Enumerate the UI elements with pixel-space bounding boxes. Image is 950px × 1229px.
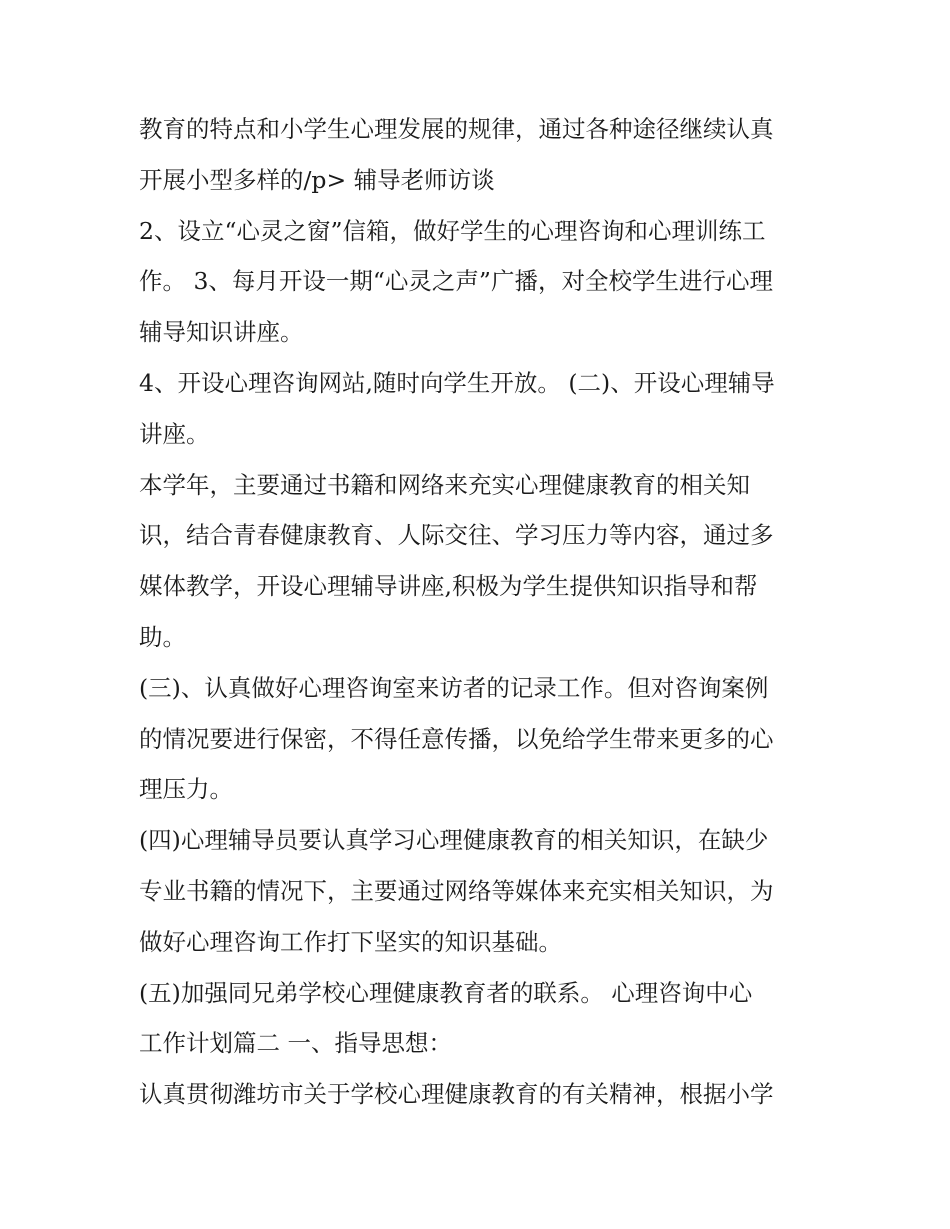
text-line: 讲座。 — [139, 419, 210, 448]
text-line: 做好心理咨询工作打下坚实的知识基础。 — [139, 927, 562, 956]
text-line: 教育的特点和小学生心理发展的规律，通过各种途径继续认真 — [139, 115, 774, 143]
text-line: 本学年，主要通过书籍和网络来充实心理健康教育的相关知 — [139, 470, 750, 499]
text-line: 理压力。 — [139, 775, 233, 804]
document-body — [139, 104, 819, 1120]
text-line: 的情况要进行保密，不得任意传播，以免给学生带来更多的心 — [139, 724, 774, 753]
text-line: (四)心理辅导员要认真学习心理健康教育的相关知识，在缺少 — [139, 826, 769, 855]
text-line: 工作计划篇二 一、指导思想： — [139, 1029, 452, 1058]
text-line: 辅导知识讲座。 — [139, 318, 304, 347]
text-line: 媒体教学，开设心理辅导讲座,积极为学生提供知识指导和帮 — [139, 572, 758, 601]
text-line: 作。 3、每月开设一期“心灵之声”广播，对全校学生进行心理 — [139, 267, 773, 296]
text-line: 2、设立“心灵之窗”信箱，做好学生的心理咨询和心理训练工 — [139, 216, 766, 245]
text-line: (三)、认真做好心理咨询室来访者的记录工作。但对咨询案例 — [139, 673, 769, 702]
text-line: 专业书籍的情况下，主要通过网络等媒体来充实相关知识，为 — [139, 876, 774, 905]
text-line: 开展小型多样的/p> 辅导老师访谈 — [139, 165, 495, 194]
text-line: 识，结合青春健康教育、人际交往、学习压力等内容，通过多 — [139, 521, 774, 550]
text-line: 助。 — [139, 622, 186, 651]
text-line: 认真贯彻潍坊市关于学校心理健康教育的有关精神，根据小学 — [139, 1080, 774, 1109]
text-line: (五)加强同兄弟学校心理健康教育者的联系。 心理咨询中心 — [139, 978, 753, 1007]
text-line: 4、开设心理咨询网站,随时向学生开放。 (二)、开设心理辅导 — [139, 368, 775, 397]
